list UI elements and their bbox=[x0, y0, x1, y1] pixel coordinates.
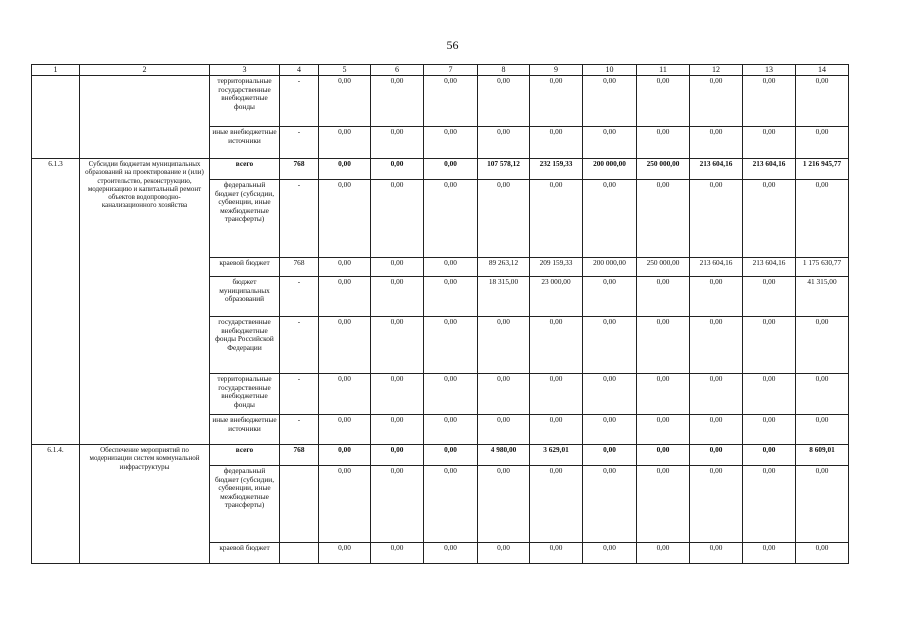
amount-cell: 0,00 bbox=[530, 180, 583, 258]
amount-cell: 0,00 bbox=[319, 374, 371, 415]
amount-cell: 0,00 bbox=[424, 127, 478, 159]
budget-code: 768 bbox=[280, 258, 319, 277]
budget-code: - bbox=[280, 415, 319, 445]
amount-cell: 0,00 bbox=[530, 374, 583, 415]
amount-cell: 0,00 bbox=[478, 180, 530, 258]
amount-cell: 0,00 bbox=[583, 543, 637, 564]
amount-cell: 0,00 bbox=[530, 543, 583, 564]
amount-cell: 0,00 bbox=[690, 543, 743, 564]
amount-cell: 0,00 bbox=[743, 180, 796, 258]
amount-cell: 0,00 bbox=[478, 127, 530, 159]
budget-code: - bbox=[280, 127, 319, 159]
amount-cell: 18 315,00 bbox=[478, 277, 530, 317]
amount-cell: 0,00 bbox=[530, 127, 583, 159]
amount-cell: 41 315,00 bbox=[796, 277, 849, 317]
amount-cell: 23 000,00 bbox=[530, 277, 583, 317]
amount-cell: 0,00 bbox=[583, 317, 637, 374]
amount-cell: 0,00 bbox=[371, 466, 424, 543]
column-header: 8 bbox=[478, 65, 530, 76]
funding-source: краевой бюджет bbox=[210, 258, 280, 277]
amount-cell: 8 609,01 bbox=[796, 445, 849, 466]
amount-cell: 0,00 bbox=[743, 466, 796, 543]
column-header: 11 bbox=[637, 65, 690, 76]
amount-cell: 0,00 bbox=[637, 180, 690, 258]
amount-cell: 0,00 bbox=[424, 159, 478, 180]
amount-cell: 0,00 bbox=[743, 543, 796, 564]
amount-cell: 0,00 bbox=[743, 127, 796, 159]
amount-cell: 0,00 bbox=[319, 159, 371, 180]
column-header: 2 bbox=[80, 65, 210, 76]
amount-cell: 0,00 bbox=[690, 277, 743, 317]
amount-cell: 0,00 bbox=[583, 76, 637, 127]
funding-source: иные внебюджетные источники bbox=[210, 127, 280, 159]
amount-cell: 0,00 bbox=[530, 415, 583, 445]
amount-cell: 0,00 bbox=[690, 180, 743, 258]
funding-source: всего bbox=[210, 445, 280, 466]
amount-cell: 0,00 bbox=[637, 277, 690, 317]
amount-cell: 0,00 bbox=[690, 76, 743, 127]
amount-cell: 0,00 bbox=[583, 415, 637, 445]
funding-source: иные внебюджетные источники bbox=[210, 415, 280, 445]
amount-cell: 0,00 bbox=[424, 317, 478, 374]
column-header: 6 bbox=[371, 65, 424, 76]
amount-cell: 0,00 bbox=[796, 466, 849, 543]
amount-cell: 0,00 bbox=[583, 374, 637, 415]
amount-cell: 250 000,00 bbox=[637, 258, 690, 277]
amount-cell: 4 980,00 bbox=[478, 445, 530, 466]
amount-cell: 213 604,16 bbox=[743, 159, 796, 180]
budget-code: 768 bbox=[280, 159, 319, 180]
amount-cell: 0,00 bbox=[424, 277, 478, 317]
amount-cell: 250 000,00 bbox=[637, 159, 690, 180]
budget-code: 768 bbox=[280, 445, 319, 466]
amount-cell: 0,00 bbox=[478, 466, 530, 543]
amount-cell: 0,00 bbox=[319, 127, 371, 159]
amount-cell: 213 604,16 bbox=[690, 159, 743, 180]
amount-cell: 0,00 bbox=[371, 76, 424, 127]
funding-source: территориальные государственные внебюджетные фонды bbox=[210, 374, 280, 415]
amount-cell: 107 578,12 bbox=[478, 159, 530, 180]
amount-cell: 0,00 bbox=[796, 76, 849, 127]
column-header: 3 bbox=[210, 65, 280, 76]
column-header: 7 bbox=[424, 65, 478, 76]
amount-cell: 0,00 bbox=[478, 76, 530, 127]
funding-source: федеральный бюджет (субсидии, субвенции, иные межбюджетные трансферты) bbox=[210, 180, 280, 258]
amount-cell: 0,00 bbox=[530, 317, 583, 374]
column-header: 13 bbox=[743, 65, 796, 76]
amount-cell: 0,00 bbox=[478, 374, 530, 415]
amount-cell: 0,00 bbox=[424, 466, 478, 543]
item-code: 6.1.4. bbox=[32, 445, 80, 564]
amount-cell: 0,00 bbox=[319, 76, 371, 127]
amount-cell: 89 263,12 bbox=[478, 258, 530, 277]
amount-cell: 0,00 bbox=[743, 76, 796, 127]
table-row bbox=[32, 76, 849, 127]
amount-cell: 0,00 bbox=[637, 127, 690, 159]
amount-cell: 0,00 bbox=[424, 415, 478, 445]
amount-cell: 0,00 bbox=[690, 445, 743, 466]
amount-cell: 0,00 bbox=[690, 466, 743, 543]
amount-cell: 0,00 bbox=[583, 180, 637, 258]
amount-cell: 0,00 bbox=[743, 277, 796, 317]
budget-table bbox=[31, 64, 849, 564]
budget-code: - bbox=[280, 374, 319, 415]
amount-cell: 0,00 bbox=[371, 180, 424, 258]
amount-cell: 0,00 bbox=[637, 317, 690, 374]
amount-cell: 0,00 bbox=[637, 466, 690, 543]
budget-code: - bbox=[280, 180, 319, 258]
amount-cell: 232 159,33 bbox=[530, 159, 583, 180]
item-code bbox=[32, 76, 80, 159]
budget-code: - bbox=[280, 277, 319, 317]
item-name: Обеспечение мероприятий по модернизации систем коммунальной инфраструктуры bbox=[80, 445, 210, 564]
page-number: 56 bbox=[446, 38, 459, 52]
amount-cell: 0,00 bbox=[424, 445, 478, 466]
amount-cell: 0,00 bbox=[319, 466, 371, 543]
amount-cell: 0,00 bbox=[743, 374, 796, 415]
amount-cell: 0,00 bbox=[530, 76, 583, 127]
amount-cell: 0,00 bbox=[478, 543, 530, 564]
amount-cell: 200 000,00 bbox=[583, 258, 637, 277]
amount-cell: 0,00 bbox=[371, 277, 424, 317]
amount-cell: 0,00 bbox=[371, 445, 424, 466]
amount-cell: 0,00 bbox=[583, 445, 637, 466]
budget-code: - bbox=[280, 317, 319, 374]
item-name: Субсидии бюджетам муниципальных образований на проектирование и (или) строительство, реконструкцию, модернизацию и капитальный ремонт объектов водопроводно-канализационного хозяйства bbox=[80, 159, 210, 445]
amount-cell: 0,00 bbox=[371, 317, 424, 374]
amount-cell: 200 000,00 bbox=[583, 159, 637, 180]
amount-cell: 0,00 bbox=[743, 415, 796, 445]
amount-cell: 0,00 bbox=[796, 543, 849, 564]
funding-source: краевой бюджет bbox=[210, 543, 280, 564]
column-header: 9 bbox=[530, 65, 583, 76]
column-header: 5 bbox=[319, 65, 371, 76]
amount-cell: 0,00 bbox=[371, 374, 424, 415]
funding-source: федеральный бюджет (субсидии, субвенции, иные межбюджетные трансферты) bbox=[210, 466, 280, 543]
amount-cell: 0,00 bbox=[743, 317, 796, 374]
amount-cell: 3 629,01 bbox=[530, 445, 583, 466]
amount-cell: 213 604,16 bbox=[690, 258, 743, 277]
budget-code bbox=[280, 466, 319, 543]
column-header: 10 bbox=[583, 65, 637, 76]
amount-cell: 1 216 945,77 bbox=[796, 159, 849, 180]
amount-cell: 0,00 bbox=[637, 543, 690, 564]
budget-code bbox=[280, 543, 319, 564]
amount-cell: 0,00 bbox=[690, 317, 743, 374]
amount-cell: 0,00 bbox=[583, 466, 637, 543]
amount-cell: 0,00 bbox=[796, 180, 849, 258]
table-body bbox=[32, 65, 849, 564]
amount-cell: 0,00 bbox=[371, 543, 424, 564]
amount-cell: 0,00 bbox=[637, 374, 690, 415]
header-row bbox=[32, 65, 849, 76]
funding-source: государственные внебюджетные фонды Российской Федерации bbox=[210, 317, 280, 374]
amount-cell: 0,00 bbox=[796, 317, 849, 374]
item-name bbox=[80, 76, 210, 159]
amount-cell: 0,00 bbox=[424, 258, 478, 277]
amount-cell: 0,00 bbox=[583, 127, 637, 159]
budget-code: - bbox=[280, 76, 319, 127]
amount-cell: 0,00 bbox=[478, 415, 530, 445]
amount-cell: 209 159,33 bbox=[530, 258, 583, 277]
amount-cell: 0,00 bbox=[319, 317, 371, 374]
amount-cell: 0,00 bbox=[796, 374, 849, 415]
amount-cell: 0,00 bbox=[743, 445, 796, 466]
amount-cell: 0,00 bbox=[371, 127, 424, 159]
amount-cell: 0,00 bbox=[583, 277, 637, 317]
column-header: 4 bbox=[280, 65, 319, 76]
amount-cell: 0,00 bbox=[424, 543, 478, 564]
amount-cell: 0,00 bbox=[319, 258, 371, 277]
total-row bbox=[32, 159, 849, 180]
amount-cell: 0,00 bbox=[690, 127, 743, 159]
funding-source: территориальные государственные внебюджетные фонды bbox=[210, 76, 280, 127]
amount-cell: 0,00 bbox=[319, 180, 371, 258]
amount-cell: 0,00 bbox=[371, 258, 424, 277]
amount-cell: 0,00 bbox=[319, 445, 371, 466]
amount-cell: 0,00 bbox=[690, 374, 743, 415]
amount-cell: 0,00 bbox=[796, 127, 849, 159]
amount-cell: 0,00 bbox=[424, 374, 478, 415]
column-header: 12 bbox=[690, 65, 743, 76]
amount-cell: 0,00 bbox=[530, 466, 583, 543]
amount-cell: 0,00 bbox=[637, 415, 690, 445]
amount-cell: 0,00 bbox=[371, 159, 424, 180]
amount-cell: 1 175 630,77 bbox=[796, 258, 849, 277]
column-header: 1 bbox=[32, 65, 80, 76]
item-code: 6.1.3 bbox=[32, 159, 80, 445]
amount-cell: 0,00 bbox=[319, 415, 371, 445]
amount-cell: 0,00 bbox=[319, 277, 371, 317]
column-header: 14 bbox=[796, 65, 849, 76]
amount-cell: 213 604,16 bbox=[743, 258, 796, 277]
total-row bbox=[32, 445, 849, 466]
amount-cell: 0,00 bbox=[319, 543, 371, 564]
amount-cell: 0,00 bbox=[424, 180, 478, 258]
amount-cell: 0,00 bbox=[371, 415, 424, 445]
amount-cell: 0,00 bbox=[478, 317, 530, 374]
amount-cell: 0,00 bbox=[690, 415, 743, 445]
amount-cell: 0,00 bbox=[796, 415, 849, 445]
funding-source: бюджет муниципальных образований bbox=[210, 277, 280, 317]
amount-cell: 0,00 bbox=[637, 76, 690, 127]
amount-cell: 0,00 bbox=[637, 445, 690, 466]
funding-source: всего bbox=[210, 159, 280, 180]
amount-cell: 0,00 bbox=[424, 76, 478, 127]
